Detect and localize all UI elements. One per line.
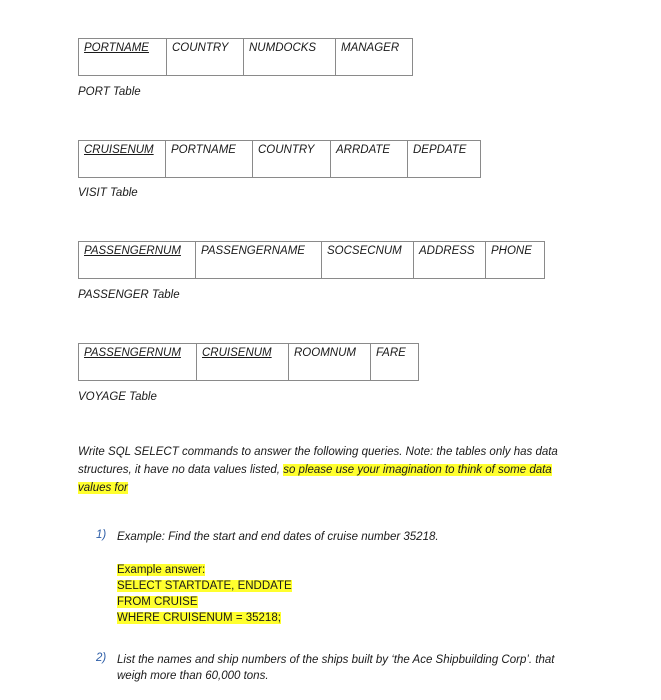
passenger-table-caption: PASSENGER Table [78,289,180,301]
voyage-col-cruisenum: CRUISENUM [197,344,289,380]
port-col-manager: MANAGER [341,42,400,54]
example-answer [117,562,292,626]
visit-col-country: COUNTRY [253,141,331,177]
visit-col-cruisenum: CRUISENUM [79,141,166,177]
passenger-col-phone: PHONE [491,245,532,257]
instructions-paragraph [78,443,578,497]
visit-table-schema [78,140,481,178]
voyage-table-caption: VOYAGE Table [78,391,157,403]
voyage-table-schema [78,343,419,381]
voyage-col-passengernum: PASSENGERNUM [79,344,197,380]
port-col-country: COUNTRY [167,39,244,75]
example-answer-line-2: FROM CRUISE [117,596,198,608]
question-1-text: Example: Find the start and end dates of cruise number 35218. [117,531,439,543]
port-col-portname: PORTNAME [79,39,167,75]
port-col-numdocks: NUMDOCKS [244,39,336,75]
example-answer-line-1: SELECT STARTDATE, ENDDATE [117,580,292,592]
question-2-text: List the names and ship numbers of the ships built by ‘the Ace Shipbuilding Corp’. that weigh more than 60,000 tons. [117,654,555,682]
voyage-col-roomnum: ROOMNUM [289,344,371,380]
visit-col-portname: PORTNAME [166,141,253,177]
visit-col-arrdate: ARRDATE [331,141,408,177]
instructions-text: Write SQL SELECT commands to answer the following queries. Note: the tables only has data structures, it have no data values listed, [78,446,558,476]
visit-col-depdate: DEPDATE [413,144,467,156]
passenger-table-schema [78,241,545,279]
passenger-col-passengernum: PASSENGERNUM [79,242,196,278]
example-answer-line-3: WHERE CRUISENUM = 35218; [117,612,281,624]
visit-table-caption: VISIT Table [78,187,138,199]
question-2-number: 2) [96,652,107,664]
question-1-number: 1) [96,529,107,541]
passenger-col-passengername: PASSENGERNAME [196,242,322,278]
example-answer-label: Example answer: [117,564,206,576]
port-table-caption: PORT Table [78,86,141,98]
port-table-schema [78,38,413,76]
voyage-col-fare: FARE [376,347,406,359]
instructions-highlight: so please use your imagination to think of some data values for [78,464,552,494]
passenger-col-address: ADDRESS [414,242,486,278]
passenger-col-socsecnum: SOCSECNUM [322,242,414,278]
